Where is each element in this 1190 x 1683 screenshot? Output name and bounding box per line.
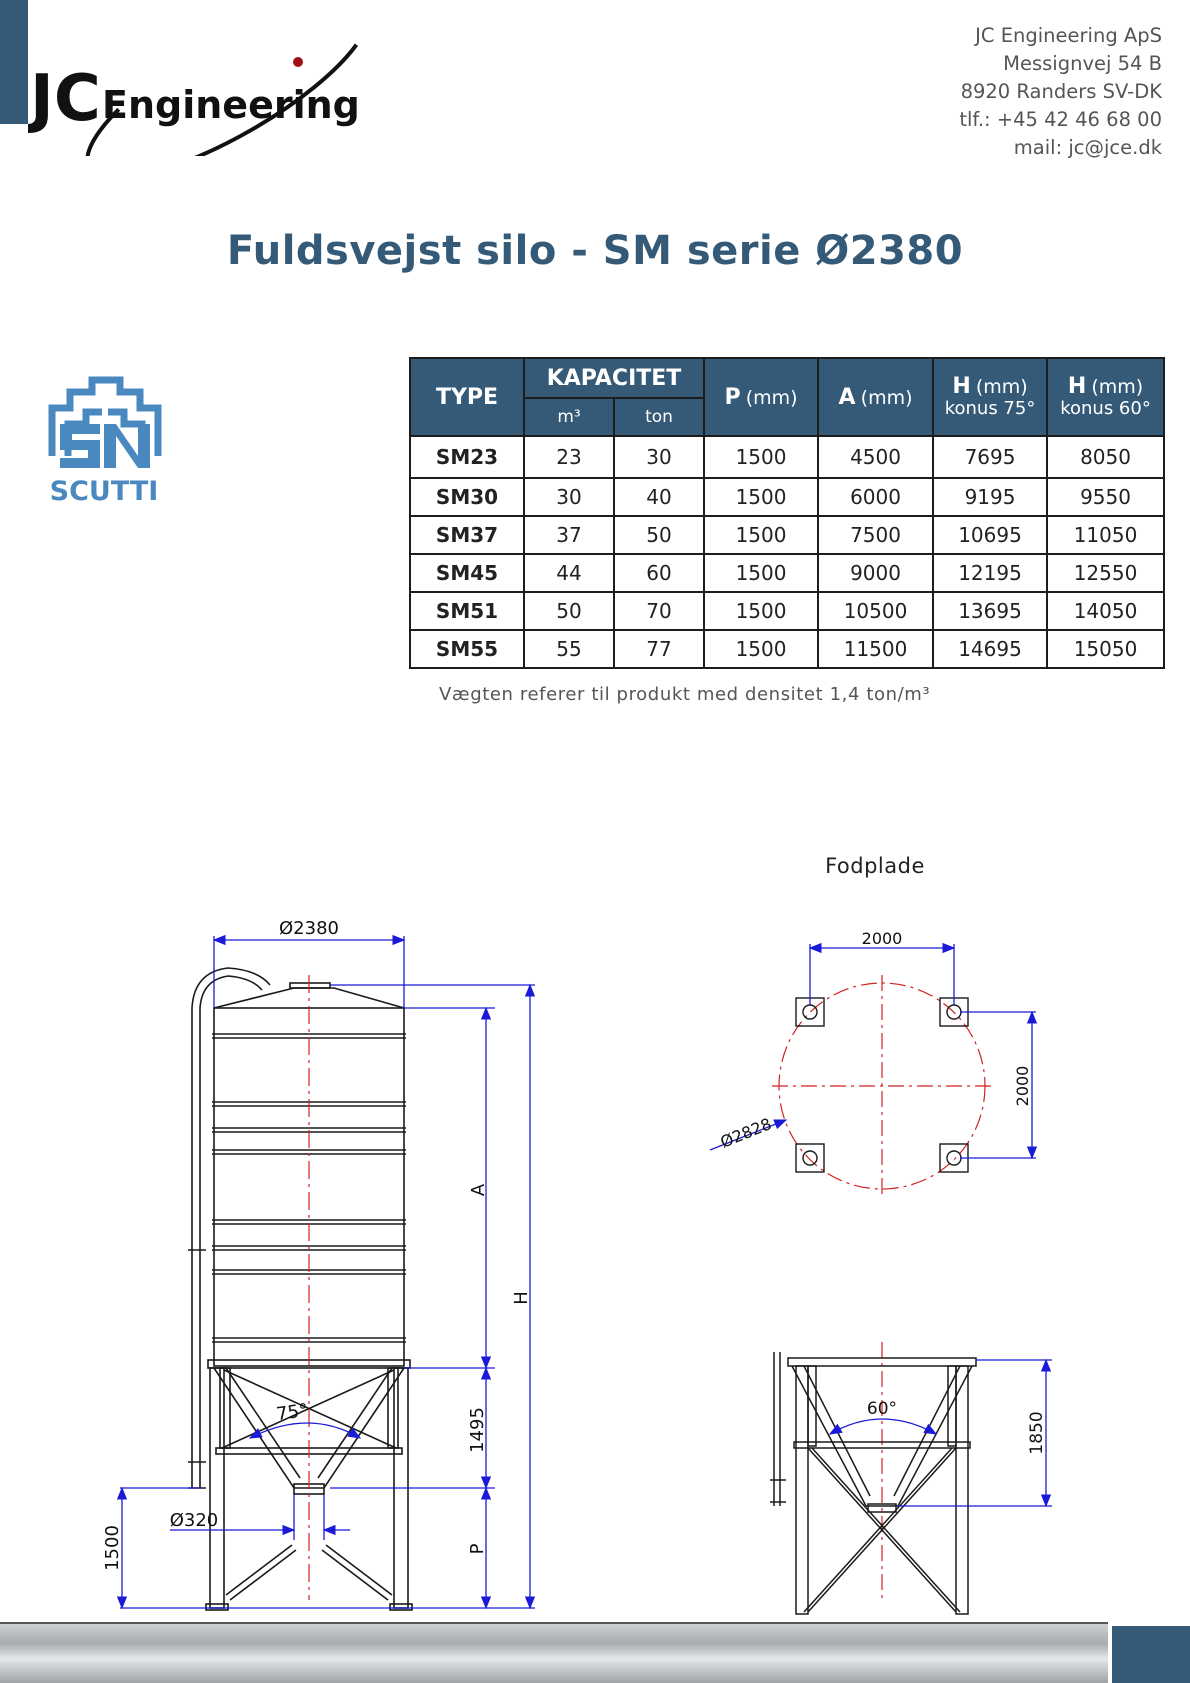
silo-elevation-drawing: [0, 900, 600, 1620]
plate-height: 2000: [1013, 1065, 1032, 1107]
header-capacity: KAPACITET: [524, 358, 704, 398]
dim-p: P: [467, 1543, 488, 1555]
cone-60-drawing: [760, 1340, 1060, 1620]
address-phone: tlf.: +45 42 46 68 00: [959, 108, 1162, 131]
page-footer: [0, 1622, 1190, 1683]
address-line: 8920 Randers SV-DK: [960, 80, 1162, 103]
footer-accent: [1112, 1626, 1190, 1683]
table-row: SM51 50 70 1500 10500 13695 14050: [410, 592, 1164, 630]
cone60-height: 1850: [1027, 1411, 1047, 1455]
cone60-angle: 60°: [866, 1399, 898, 1419]
header-ton: ton: [614, 398, 704, 436]
address-line: JC Engineering ApS: [975, 24, 1162, 47]
table-row: SM30 30 40 1500 6000 9195 9550: [410, 478, 1164, 516]
spec-table: [409, 357, 1165, 669]
company-address: [959, 22, 1162, 162]
footer-line: [0, 1622, 1108, 1624]
address-email: mail: jc@jce.dk: [1013, 136, 1162, 159]
fodplade-label: Fodplade: [825, 854, 925, 878]
dim-angle-75: 75°: [274, 1399, 310, 1426]
dim-outlet: Ø320: [169, 1510, 219, 1531]
header-a: A (mm): [818, 358, 933, 436]
header-m3: m³: [524, 398, 614, 436]
density-note: Vægten referer til produkt med densitet 1,4 ton/m³: [439, 684, 931, 705]
table-row: SM55 55 77 1500 11500 14695 15050: [410, 630, 1164, 668]
plate-circle: Ø2828: [717, 1114, 775, 1152]
plate-width: 2000: [861, 929, 903, 948]
dim-1495: 1495: [467, 1407, 488, 1453]
foot-plate-drawing: [690, 920, 1060, 1200]
dim-1500: 1500: [102, 1525, 123, 1571]
scutti-label: SCUTTI: [49, 476, 159, 504]
header-type: TYPE: [410, 358, 524, 436]
table-row: SM37 37 50 1500 7500 10695 11050: [410, 516, 1164, 554]
dim-diameter: Ø2380: [279, 918, 339, 939]
header-p: P (mm): [704, 358, 818, 436]
corner-accent: [0, 0, 28, 124]
dim-a: A: [468, 1183, 489, 1197]
scutti-logo: [42, 372, 167, 504]
page-title: Fuldsvejst silo - SM serie Ø2380: [226, 228, 964, 274]
dim-h: H: [511, 1291, 532, 1305]
header-h60: H (mm) konus 60°: [1047, 358, 1164, 436]
table-row: SM23 23 30 1500 4500 7695 8050: [410, 436, 1164, 478]
footer-metal-bar: [0, 1622, 1108, 1683]
address-line: Messignvej 54 B: [1003, 52, 1162, 75]
table-row: SM45 44 60 1500 9000 12195 12550: [410, 554, 1164, 592]
logo-engineering: Engineering: [102, 83, 360, 127]
logo-jc: JC: [30, 62, 101, 136]
header-h75: H (mm) konus 75°: [933, 358, 1047, 436]
jc-engineering-logo: [28, 28, 378, 156]
